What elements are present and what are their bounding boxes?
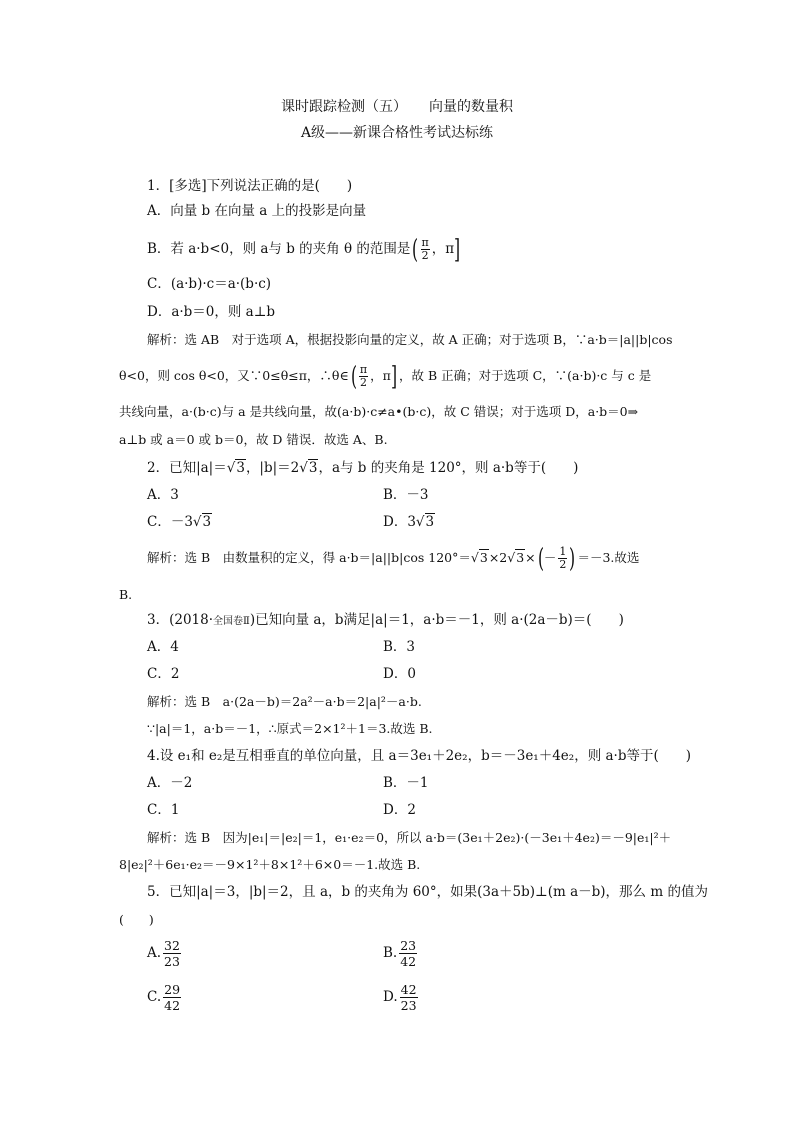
- interval-open-bracket: (: [350, 361, 357, 392]
- close-paren: ): [569, 543, 576, 574]
- option-fraction: [399, 938, 417, 969]
- fraction-numerator: 29: [164, 982, 181, 997]
- q1-solution-line1: 解析：选 AB 对于选项 A，根据投影向量的定义，故 A 正确；对于选项 B，∵a·b＝|a||b|cos: [147, 332, 673, 347]
- q1-option-b-tail: ，π: [431, 241, 455, 257]
- option-label: A.: [147, 945, 162, 961]
- q3-option-d: D．0: [383, 666, 416, 682]
- fraction-numerator: 1: [559, 545, 567, 558]
- option-label: B.: [383, 945, 398, 961]
- q1-solution-interval-tail: ，π: [370, 368, 391, 383]
- minus-sign: －: [543, 550, 557, 565]
- fraction-denominator: 42: [400, 954, 417, 969]
- q2-solution-text: ×: [525, 550, 536, 565]
- option-fraction: [400, 982, 418, 1013]
- q2-option-d-text: D．3: [383, 514, 416, 530]
- q2-solution-fraction: [558, 546, 567, 571]
- radicand: 3: [202, 514, 212, 530]
- page-title-main: 课时跟踪检测（五）: [281, 99, 407, 115]
- q1-solution-fraction: [359, 364, 368, 389]
- interval-close-bracket: ]: [390, 361, 397, 392]
- q4-option-a: A．－2: [147, 775, 193, 791]
- q3-solution-line2: ∵|a|＝1，a·b＝－1，∴原式＝2×1²＋1＝3.故选 B.: [147, 721, 433, 736]
- radicand: 3: [308, 460, 318, 476]
- radicand: 3: [236, 460, 245, 476]
- q2-stem-text: ，a与 b 的夹角是 120°，则 a·b等于( ): [318, 460, 579, 476]
- q2-option-c: [147, 512, 212, 532]
- q2-option-c-text: C．－3: [147, 514, 193, 530]
- q5-option-c: [147, 982, 183, 1013]
- q1-solution-line2: [119, 361, 651, 391]
- option-fraction: [163, 982, 181, 1013]
- q2-option-a: A．3: [147, 487, 179, 503]
- fraction-numerator: π: [359, 363, 368, 376]
- open-paren: (: [537, 543, 544, 574]
- q1-solution-line3: 共线向量，a·(b·c)与 a 是共线向量，故(a·b)·c≠a•(b·c)，故 C 错误；对于选项 D，a·b＝0⇒: [119, 404, 639, 419]
- q1-option-a: A．向量 b 在向量 a 上的投影是向量: [147, 203, 367, 219]
- q3-stem: [147, 610, 624, 632]
- sqrt-symbol: √3: [415, 514, 435, 530]
- page-title-topic: 向量的数量积: [429, 99, 513, 115]
- q3-stem-text: )已知向量 a，b满足|a|＝1，a·b＝－1，则 a·(2a－b)＝( ): [249, 612, 624, 628]
- q3-option-c: C．2: [147, 666, 180, 682]
- fraction-denominator: 2: [559, 558, 567, 571]
- q2-solution-line2: B.: [119, 587, 133, 602]
- option-label: C.: [147, 989, 162, 1005]
- option-label: D.: [383, 989, 398, 1005]
- q1-solution-line2-tail: ，故 B 正确；对于选项 C，∵(a·b)·c 与 c 是: [398, 368, 652, 383]
- sqrt-symbol: √3: [226, 460, 245, 476]
- radicand: 3: [425, 514, 435, 530]
- q4-stem: 4.设 e₁和 e₂是互相垂直的单位向量，且 a＝3e₁＋2e₂，b＝－3e₁＋4e₂，则 a·b等于( ): [147, 748, 692, 764]
- q2-stem-text: ，|b|＝2: [245, 460, 300, 476]
- q1-stem: 1．[多选]下列说法正确的是( ): [147, 178, 353, 194]
- q4-solution-line1: 解析：选 B 因为|e₁|＝|e₂|＝1，e₁·e₂＝0，所以 a·b＝(3e₁＋2e₂)·(－3e₁＋4e₂)＝－9|e₁|²＋: [147, 830, 672, 845]
- q1-option-b: [147, 234, 462, 264]
- q1-option-d: D．a·b＝0，则 a⊥b: [147, 304, 276, 320]
- q1-option-b-text: B．若 a·b<0，则 a与 b 的夹角 θ 的范围是: [147, 241, 411, 257]
- q3-option-a: A．4: [147, 639, 179, 655]
- option-fraction: [163, 938, 181, 969]
- radicand: 3: [516, 550, 525, 565]
- fraction-denominator: 2: [359, 376, 367, 389]
- q5-stem: 5．已知|a|＝3，|b|＝2，且 a，b 的夹角为 60°，如果(3a＋5b)⊥(m a－b)，那么 m 的值为: [147, 884, 708, 900]
- q5-option-d: [383, 982, 420, 1013]
- fraction-denominator: 42: [164, 998, 181, 1013]
- q3-solution-line1: 解析：选 B a·(2a－b)＝2a²－a·b＝2|a|²－a·b.: [147, 694, 422, 709]
- interval-close-bracket: ]: [454, 234, 461, 265]
- q2-option-b: B．－3: [383, 487, 429, 503]
- q1-option-b-fraction: [421, 237, 430, 262]
- q4-option-c: C．1: [147, 802, 180, 818]
- q4-solution-line2: 8|e₂|²＋6e₁·e₂＝－9×1²＋8×1²＋6×0＝－1.故选 B.: [119, 857, 421, 872]
- q5-option-a: [147, 938, 183, 969]
- q3-source: 全国卷Ⅱ: [213, 616, 250, 627]
- q2-stem-text: 2．已知|a|＝: [147, 460, 227, 476]
- q4-option-b: B．－1: [383, 775, 429, 791]
- q2-solution-text: ＝－3.故选: [577, 550, 640, 565]
- fraction-numerator: π: [421, 236, 429, 249]
- fraction-denominator: 23: [400, 998, 417, 1013]
- q3-option-b: B．3: [383, 639, 416, 655]
- q2-solution-text: 解析：选 B 由数量积的定义，得 a·b＝|a||b|cos 120°＝: [147, 550, 471, 565]
- sqrt-symbol: √3: [192, 514, 212, 530]
- q3-stem-text: 3．(2018·: [147, 612, 214, 628]
- q4-option-d: D．2: [383, 802, 416, 818]
- q1-solution-line4: a⊥b 或 a＝0 或 b＝0，故 D 错误．故选 A、B.: [119, 432, 388, 447]
- fraction-denominator: 23: [164, 954, 180, 969]
- fraction-numerator: 32: [164, 938, 180, 953]
- fraction-denominator: 2: [421, 249, 429, 262]
- q2-solution-line1: [147, 543, 639, 573]
- q5-stem-cont: ( ): [119, 912, 154, 927]
- q1-option-c: C．(a·b)·c＝a·(b·c): [147, 276, 272, 292]
- q2-stem: [147, 458, 578, 478]
- page-title: [0, 96, 794, 116]
- page-subtitle: A级——新课合格性考试达标练: [300, 125, 494, 141]
- q2-option-d: [383, 512, 435, 532]
- sqrt-symbol: √3: [470, 550, 488, 565]
- q1-solution-line2-text: θ<0，则 cos θ<0，又∵0≤θ≤π，∴θ∈: [119, 368, 349, 383]
- fraction-numerator: 42: [400, 982, 417, 997]
- sqrt-symbol: √3: [299, 460, 318, 476]
- q2-solution-text: ×2: [488, 550, 508, 565]
- fraction-numerator: 23: [400, 938, 417, 953]
- radicand: 3: [479, 550, 488, 565]
- interval-open-bracket: (: [412, 234, 419, 265]
- sqrt-symbol: √3: [507, 550, 525, 565]
- q5-option-b: [383, 938, 419, 969]
